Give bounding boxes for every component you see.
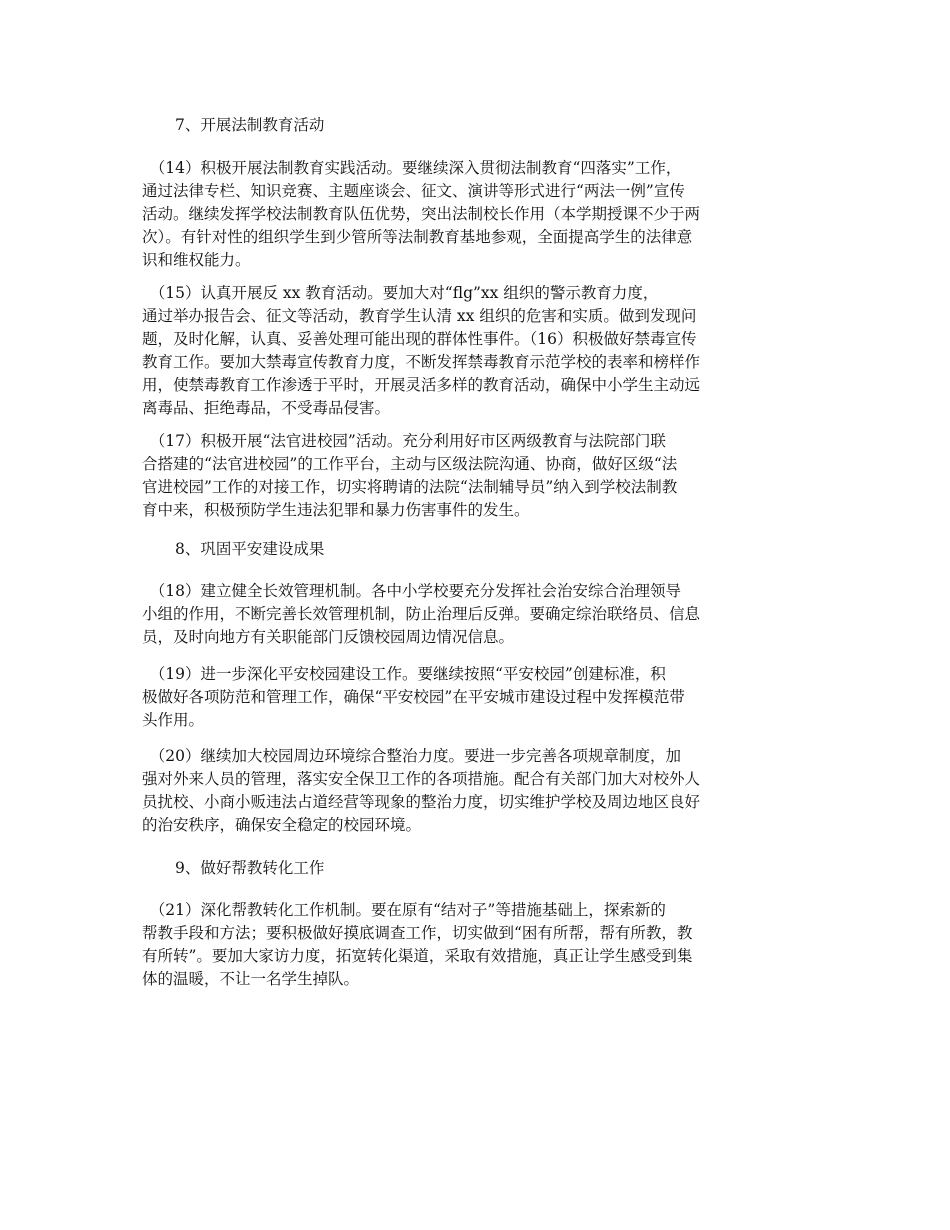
- paragraph-line: 活动。继续发挥学校法制教育队伍优势，突出法制校长作用（本学期授课不少于两: [142, 205, 701, 223]
- paragraph-line: 头作用。: [142, 711, 205, 729]
- section-heading-7: 7、开展法制教育活动: [175, 116, 325, 134]
- paragraph-line: （14）积极开展法制教育实践活动。要继续深入贯彻法制教育“四落实”工作，: [142, 159, 682, 177]
- paragraph-line: （17）积极开展“法官进校园”活动。充分利用好市区两级教育与法院部门联: [142, 432, 666, 450]
- paragraph-line: 小组的作用，不断完善长效管理机制，防止治理后反弹。要确定综治联络员、信息: [142, 605, 701, 623]
- section-heading-8: 8、巩固平安建设成果: [175, 540, 325, 558]
- paragraph-line: （19）进一步深化平安校园建设工作。要继续按照“平安校园”创建标准，积: [142, 665, 666, 683]
- paragraph-19: [142, 663, 822, 732]
- paragraph-line: 离毒品、拒绝毒品，不受毒品侵害。: [142, 399, 391, 417]
- paragraph-line: 体的温暖，不让一名学生掉队。: [142, 970, 360, 988]
- paragraph-18: [142, 580, 822, 649]
- paragraph-line: 用，使禁毒教育工作渗透于平时，开展灵活多样的教育活动，确保中小学生主动远: [142, 376, 701, 394]
- paragraph-14: [142, 157, 822, 272]
- paragraph-line: 教育工作。要加大禁毒宣传教育力度，不断发挥禁毒教育示范学校的表率和榜样作: [142, 353, 701, 371]
- paragraph-line: （18）建立健全长效管理机制。各中小学校要充分发挥社会治安综合治理领导: [142, 582, 681, 600]
- paragraph-17: [142, 430, 822, 522]
- paragraph-line: 有所转”。要加大家访力度，拓宽转化渠道，采取有效措施，真正让学生感受到集: [142, 947, 693, 965]
- paragraph-line: 识和维权能力。: [142, 251, 251, 269]
- paragraph-line: 通过举办报告会、征文等活动，教育学生认清 xx 组织的危害和实质。做到发现问: [142, 307, 697, 325]
- paragraph-line: 强对外来人员的管理，落实安全保卫工作的各项措施。配合有关部门加大对校外人: [142, 770, 701, 788]
- paragraph-line: 员扰校、小商小贩违法占道经营等现象的整治力度，切实维护学校及周边地区良好: [142, 793, 701, 811]
- paragraph-line: 次）。有针对性的组织学生到少管所等法制教育基地参观，全面提高学生的法律意: [142, 228, 693, 246]
- section-heading-9: 9、做好帮教转化工作: [175, 859, 325, 877]
- paragraph-line: 育中来，积极预防学生违法犯罪和暴力伤害事件的发生。: [142, 501, 530, 519]
- paragraph-20: [142, 745, 822, 837]
- paragraph-line: 的治安秩序，确保安全稳定的校园环境。: [142, 816, 422, 834]
- paragraph-line: （15）认真开展反 xx 教育活动。要加大对“flg”xx 组织的警示教育力度，: [142, 284, 659, 302]
- paragraph-line: 官进校园”工作的对接工作，切实将聘请的法院“法制辅导员”纳入到学校法制教: [142, 478, 678, 496]
- paragraph-line: 合搭建的“法官进校园”的工作平台，主动与区级法院沟通、协商，做好区级“法: [142, 455, 678, 473]
- paragraph-21: [142, 899, 822, 991]
- paragraph-line: （21）深化帮教转化工作机制。要在原有“结对子”等措施基础上，探索新的: [142, 901, 666, 919]
- paragraph-15-16: [142, 282, 822, 420]
- paragraph-line: 极做好各项防范和管理工作，确保“平安校园”在平安城市建设过程中发挥模范带: [142, 688, 685, 706]
- paragraph-line: 通过法律专栏、知识竞赛、主题座谈会、征文、演讲等形式进行“两法一例”宣传: [142, 182, 685, 200]
- paragraph-line: 题，及时化解，认真、妥善处理可能出现的群体性事件。（16）积极做好禁毒宣传: [142, 330, 697, 348]
- paragraph-line: 员，及时向地方有关职能部门反馈校园周边情况信息。: [142, 628, 515, 646]
- paragraph-line: 帮教手段和方法；要积极做好摸底调查工作，切实做到“困有所帮，帮有所教，教: [142, 924, 693, 942]
- paragraph-line: （20）继续加大校园周边环境综合整治力度。要进一步完善各项规章制度，加: [142, 747, 681, 765]
